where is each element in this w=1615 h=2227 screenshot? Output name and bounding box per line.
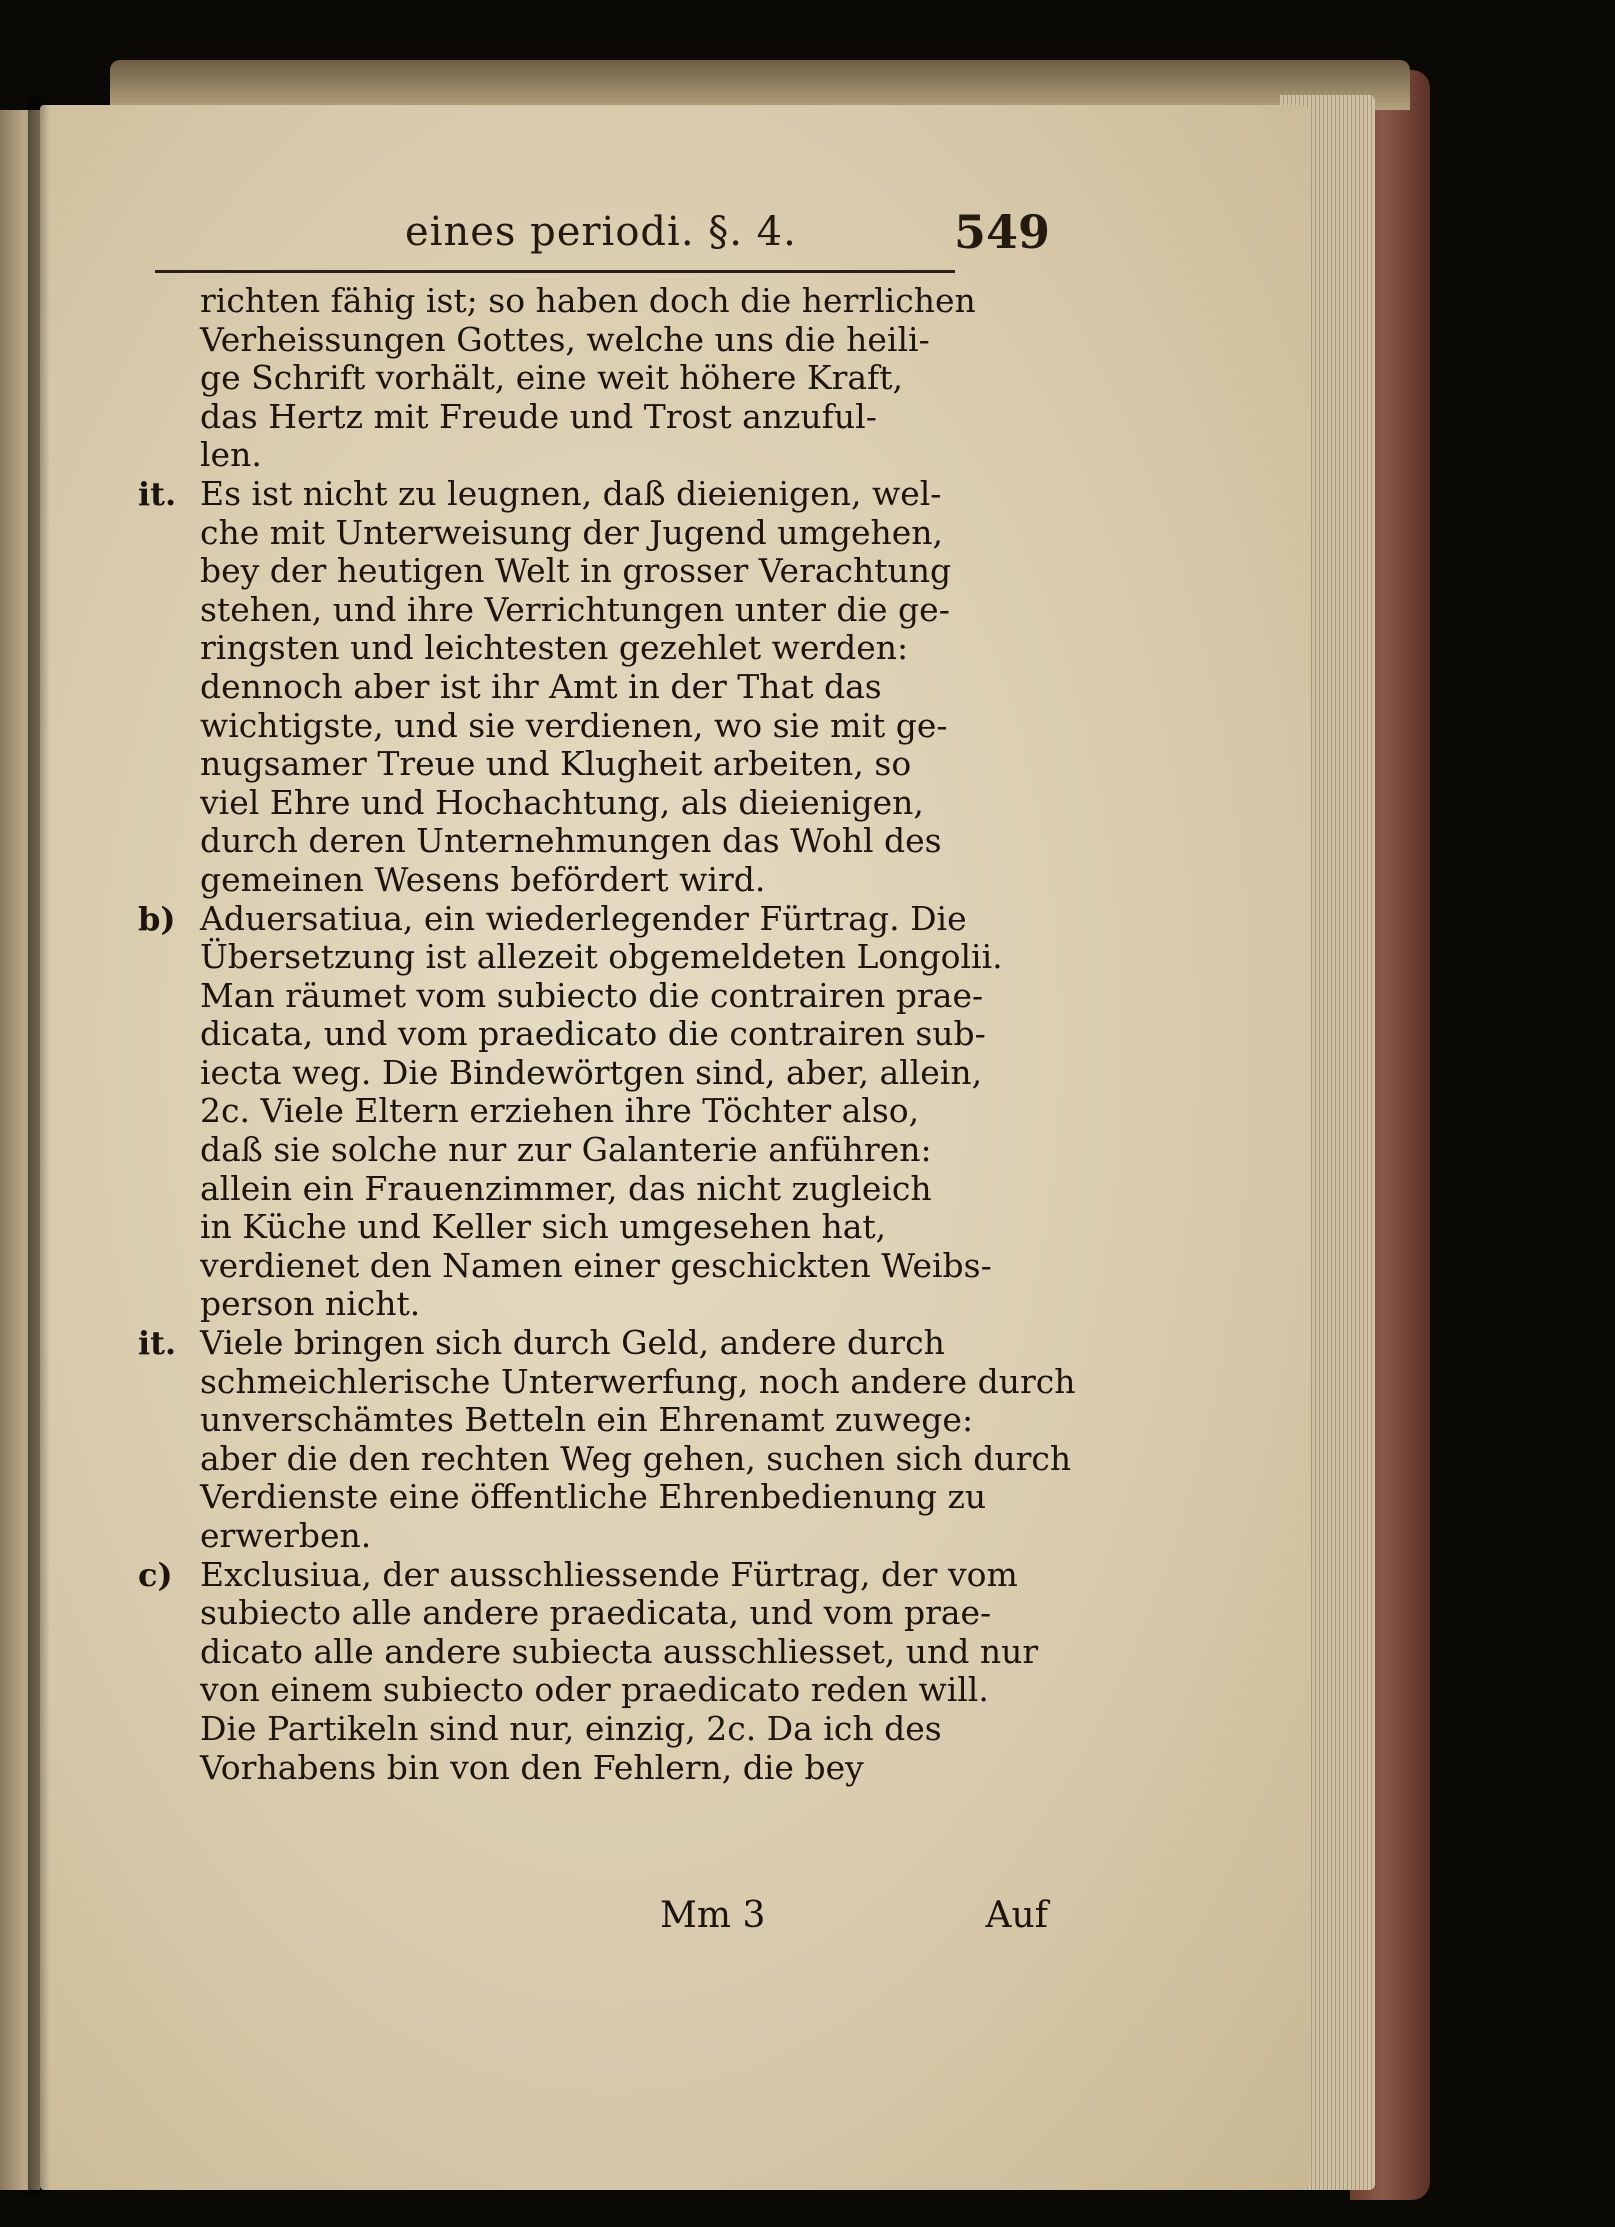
text-line: ge Schrift vorhält, eine weit höhere Kraft, bbox=[200, 358, 903, 398]
header-rule bbox=[155, 270, 955, 273]
text-line: ringsten und leichtesten gezehlet werden: bbox=[200, 628, 909, 668]
text-line-with-marker bbox=[138, 898, 1080, 939]
text-line: Übersetzung ist allezeit obgemeldeten Longolii. bbox=[200, 937, 1003, 977]
text-line: stehen, und ihre Verrichtungen unter die ge- bbox=[200, 589, 950, 629]
text-line: dicato alle andere subiecta ausschliesset, und nur bbox=[200, 1631, 1039, 1671]
text-line: Vorhabens bin von den Fehlern, die bey bbox=[200, 1747, 864, 1787]
text-line: aber die den rechten Weg gehen, suchen sich durch bbox=[200, 1438, 1072, 1478]
running-title: eines periodi. §. 4. bbox=[405, 209, 797, 255]
text-line-with-marker bbox=[138, 473, 1080, 514]
text-line: Die Partikeln sind nur, einzig, 2c. Da ich des bbox=[200, 1708, 942, 1748]
page-number: 549 bbox=[953, 205, 1050, 259]
text-line: gemeinen Wesens befördert wird. bbox=[200, 859, 766, 899]
text-line: das Hertz mit Freude und Trost anzuful- bbox=[200, 396, 877, 436]
item-marker: c) bbox=[138, 1555, 173, 1594]
text-line-with-marker bbox=[138, 1323, 1080, 1363]
text-line: durch deren Unternehmungen das Wohl des bbox=[200, 821, 942, 861]
text-line: Exclusiua, der ausschliessende Fürtrag, der vom bbox=[200, 1554, 1018, 1594]
text-line: subiecto alle andere praedicata, und vom prae- bbox=[200, 1593, 992, 1633]
body-text bbox=[138, 281, 1080, 1787]
text-line: Verheissungen Gottes, welche uns die heili- bbox=[200, 319, 930, 359]
text-line: dennoch aber ist ihr Amt in der That das bbox=[200, 666, 882, 706]
text-line: 2c. Viele Eltern erziehen ihre Töchter also, bbox=[200, 1091, 920, 1131]
text-line: unverschämtes Betteln ein Ehrenamt zuwege: bbox=[200, 1400, 974, 1440]
text-line-with-marker bbox=[138, 1554, 1080, 1595]
text-line: erwerben. bbox=[200, 1516, 372, 1555]
text-line: schmeichlerische Unterwerfung, noch andere durch bbox=[200, 1361, 1076, 1401]
text-line: person nicht. bbox=[200, 1284, 421, 1324]
text-line: Man räumet vom subiecto die contrairen prae- bbox=[200, 975, 984, 1015]
text-line: richten fähig ist; so haben doch die herrlichen bbox=[200, 281, 976, 320]
item-marker: it. bbox=[138, 474, 177, 513]
text-line: Verdienste eine öffentliche Ehrenbedienung zu bbox=[200, 1477, 987, 1517]
item-marker: b) bbox=[138, 899, 176, 938]
text-line: len. bbox=[200, 435, 262, 475]
text-line: in Küche und Keller sich umgesehen hat, bbox=[200, 1207, 887, 1247]
running-head bbox=[230, 205, 1050, 265]
text-line: daß sie solche nur zur Galanterie anführen: bbox=[200, 1130, 932, 1170]
book-top-edge bbox=[110, 60, 1410, 110]
text-line: bey der heutigen Welt in grosser Verachtung bbox=[200, 551, 952, 591]
text-line: dicata, und vom praedicato die contrairen sub- bbox=[200, 1014, 986, 1054]
item-marker: it. bbox=[138, 1324, 177, 1363]
page-footer bbox=[200, 1895, 1080, 1945]
gutter-shadow bbox=[28, 95, 50, 2195]
text-line: Es ist nicht zu leugnen, daß dieienigen, wel- bbox=[200, 473, 942, 513]
text-line: verdienet den Namen einer geschickten Weibs- bbox=[200, 1245, 992, 1285]
text-line: che mit Unterweisung der Jugend umgehen, bbox=[200, 512, 944, 552]
text-line: iecta weg. Die Bindewörtgen sind, aber, allein, bbox=[200, 1052, 983, 1092]
signature-mark: Mm 3 bbox=[660, 1895, 766, 1936]
text-line: allein ein Frauenzimmer, das nicht zugleich bbox=[200, 1168, 932, 1208]
catchword: Auf bbox=[985, 1895, 1048, 1936]
text-line: Viele bringen sich durch Geld, andere durch bbox=[200, 1323, 945, 1363]
text-line: nugsamer Treue und Klugheit arbeiten, so bbox=[200, 744, 912, 784]
text-line: viel Ehre und Hochachtung, als dieienigen, bbox=[200, 782, 924, 822]
text-line: wichtigste, und sie verdienen, wo sie mit ge- bbox=[200, 705, 948, 745]
text-line: von einem subiecto oder praedicato reden will. bbox=[200, 1670, 989, 1710]
text-line: Aduersatiua, ein wiederlegender Fürtrag. Die bbox=[200, 898, 967, 938]
